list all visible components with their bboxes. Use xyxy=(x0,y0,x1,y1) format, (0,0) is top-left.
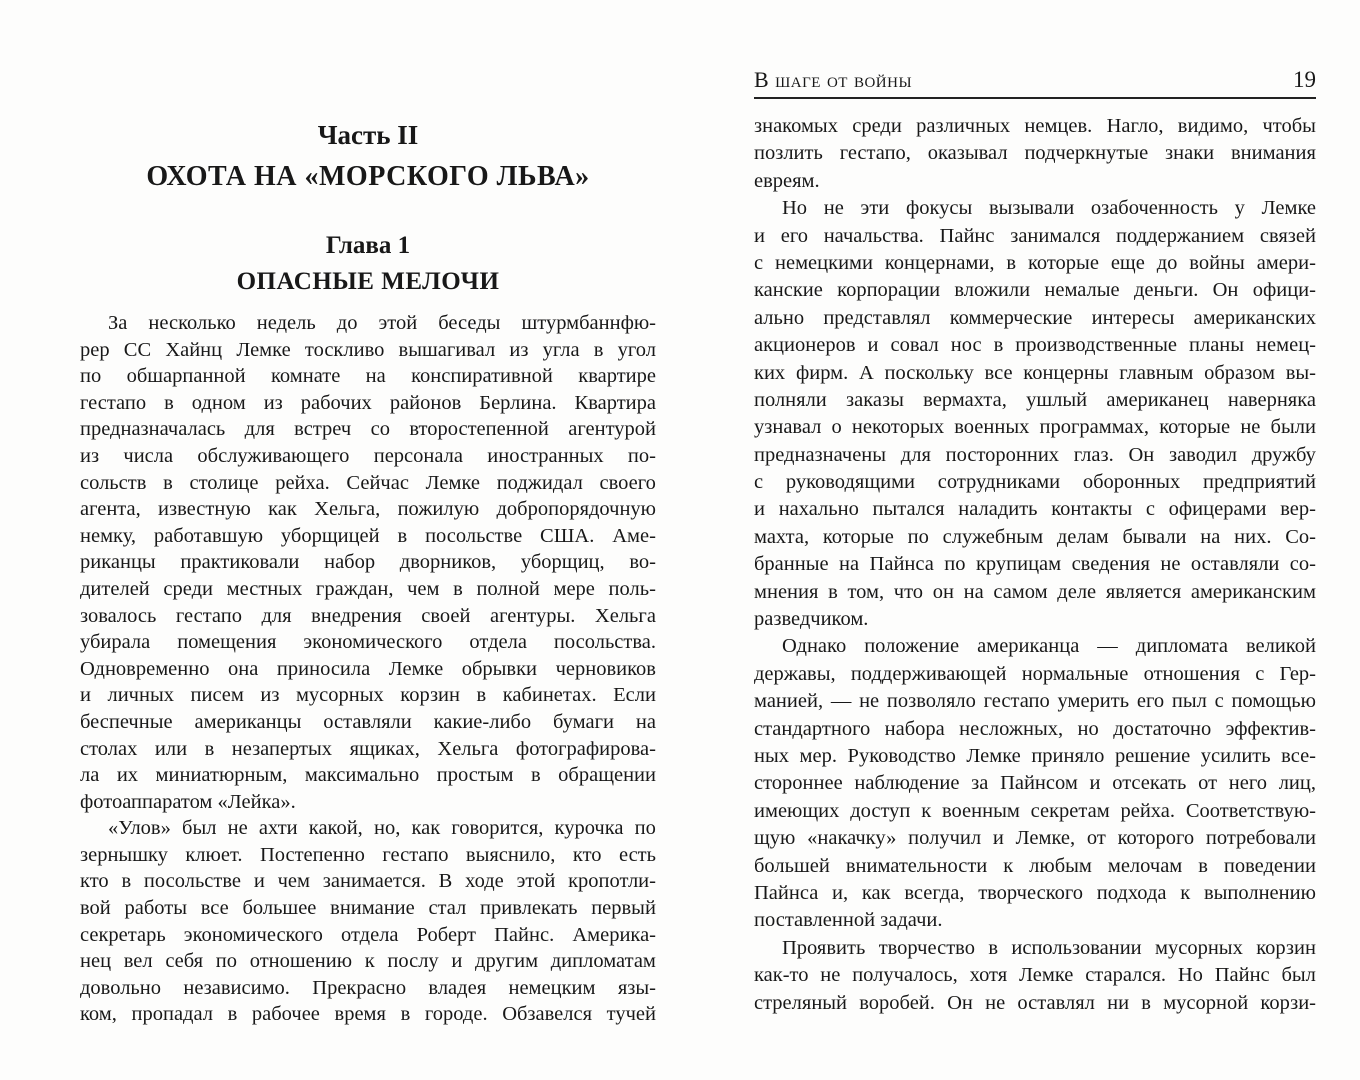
text-line: с немецкими концернами, в которые еще до войны амери- xyxy=(754,251,1316,274)
part-label: Часть II xyxy=(317,120,419,150)
text-line: акционеров и совал нос в производственные планы немец- xyxy=(754,334,1316,357)
text-line: довольно независимо. Прекрасно владея немецким язы- xyxy=(80,976,656,999)
text-line: ком, пропадал в рабочее время в городе. Обзавелся тучей xyxy=(80,1003,656,1026)
text-line: зернышку клюет. Постепенно гестапо выяснило, кто есть xyxy=(80,843,656,866)
text-line: бранные на Пайнса по крупицам сведения не оставляли со- xyxy=(754,553,1316,576)
text-line: евреям. xyxy=(754,169,820,192)
text-line: ных мер. Руководство Лемке приняло решение усилить все- xyxy=(754,744,1316,767)
text-line: Пайнса и, как всегда, творческого подхода к выполнению xyxy=(754,881,1316,904)
text-line: немку, работавшую уборщицей в посольстве США. Аме- xyxy=(80,524,656,547)
text-line: сольств в столице рейха. Сейчас Лемке поджидал своего xyxy=(80,471,656,494)
text-line: нец вел себя по отношению к послу и другим дипломатам xyxy=(80,950,656,973)
text-line: махта, которые по служебным делам бывали на них. Со- xyxy=(754,525,1316,548)
text-line: ально представлял коммерческие интересы американских xyxy=(754,306,1316,329)
text-line: рер СС Хайнц Лемке тоскливо вышагивал из угла в угол xyxy=(80,338,656,361)
chapter-title: ОПАСНЫЕ МЕЛОЧИ xyxy=(236,268,500,295)
text-line: манией, — не позволяло гестапо умерить его пыл с помощью xyxy=(754,690,1316,713)
left-page-body xyxy=(80,310,656,1028)
text-line: стреляный воробей. Он не оставлял ни в мусорной корзи- xyxy=(754,991,1316,1014)
text-line: знакомых среди различных немцев. Нагло, видимо, чтобы xyxy=(754,115,1316,137)
text-line: поставленной задачи. xyxy=(754,909,943,932)
text-line: позлить гестапо, оказывал подчеркнутые знаки внимания xyxy=(754,142,1316,165)
text-line: стандартного набора несложных, но достаточно эффектив- xyxy=(754,717,1316,740)
right-page xyxy=(754,64,1316,1017)
text-line: ких фирм. А поскольку все концерны главным образом вы- xyxy=(754,361,1316,384)
text-line: Однако положение американца — дипломата великой xyxy=(782,635,1316,658)
text-line: из числа обслуживающего персонала иностранных по- xyxy=(80,444,656,467)
text-line: фотоаппаратом «Лейка». xyxy=(80,790,296,813)
text-line: зовалось гестапо для внедрения своей агентуры. Хельга xyxy=(80,604,656,627)
text-line: дителей среди местных граждан, чем в полной мере поль- xyxy=(80,577,656,600)
left-page xyxy=(80,118,656,1028)
text-line: как-то не получалось, хотя Лемке старался. Но Пайнс был xyxy=(754,964,1316,987)
text-line: имеющих доступ к военным секретам рейха. Соответствую- xyxy=(754,799,1316,822)
text-line: канские корпорации вложили немалые деньги. Он офици- xyxy=(754,279,1316,302)
text-line: За несколько недель до этой беседы штурмбаннфю- xyxy=(108,312,656,334)
text-line: убирала помещения экономического отдела посольства. xyxy=(80,631,656,654)
text-line: полняли заказы вермахта, ушлый американец наверняка xyxy=(754,388,1316,411)
text-line: ла их миниатюрным, максимально простым в обращении xyxy=(80,764,656,787)
text-line: предназначены для посторонних глаз. Он заводил дружбу xyxy=(754,443,1316,466)
chapter-label: Глава 1 xyxy=(325,232,411,259)
text-line: Но не эти фокусы вызывали озабоченность у Лемке xyxy=(782,197,1316,220)
text-line: стороннее наблюдение за Пайнсом и отсекать от него лиц, xyxy=(754,772,1316,795)
text-line: кто в посольстве и чем занимается. В ходе этой кропотли- xyxy=(80,870,656,893)
running-title: В шаге от войны xyxy=(754,67,913,92)
text-line: «Улов» был не ахти какой, но, как говорится, курочка по xyxy=(108,817,656,840)
text-line: предназначалась для встреч со второстепенной агентурой xyxy=(80,418,656,441)
text-line: гестапо в одном из рабочих районов Берлина. Квартира xyxy=(80,391,656,414)
text-line: большей внимательности к любым мелочам в поведении xyxy=(754,854,1316,877)
text-line: Проявить творчество в использовании мусорных корзин xyxy=(782,936,1316,959)
text-line: вой работы все большее внимание стал привлекать первый xyxy=(80,897,656,920)
text-line: беспечные американцы оставляли какие-либо бумаги на xyxy=(80,710,656,733)
text-line: мнения в том, что он на самом деле является американским xyxy=(754,580,1316,603)
text-line: разведчиком. xyxy=(754,608,869,631)
text-line: с руководящими сотрудниками оборонных предприятий xyxy=(754,471,1316,494)
text-line: Одновременно она приносила Лемке обрывки черновиков xyxy=(80,657,656,680)
right-page-body xyxy=(754,113,1316,1017)
text-line: и личных писем из мусорных корзин в кабинетах. Если xyxy=(80,684,656,707)
text-line: и нахально пытался наладить контакты с офицерами вер- xyxy=(754,498,1316,521)
text-line: щую «накачку» получил и Лемке, от которого потребовали xyxy=(754,827,1316,850)
running-header xyxy=(754,64,1316,99)
text-line: и его начальства. Пайнс занимался поддержанием связей xyxy=(754,224,1316,247)
text-line: агента, известную как Хельга, пожилую добропорядочную xyxy=(80,498,656,521)
page-number: 19 xyxy=(1293,67,1316,92)
text-line: секретарь экономического отдела Роберт Пайнс. Америка- xyxy=(80,923,656,946)
part-title: ОХОТА НА «МОРСКОГО ЛЬВА» xyxy=(146,161,590,192)
text-line: державы, поддерживающей нормальные отношения с Гер- xyxy=(754,662,1316,685)
text-line: риканцы практиковали набор дворников, уборщиц, во- xyxy=(80,551,656,574)
text-line: узнавал о некоторых военных программах, которые не были xyxy=(754,416,1316,439)
text-line: столах или в незапертых ящиках, Хельга фотографирова- xyxy=(80,737,656,760)
text-line: по обшарпанной комнате на конспиративной квартире xyxy=(80,365,656,388)
